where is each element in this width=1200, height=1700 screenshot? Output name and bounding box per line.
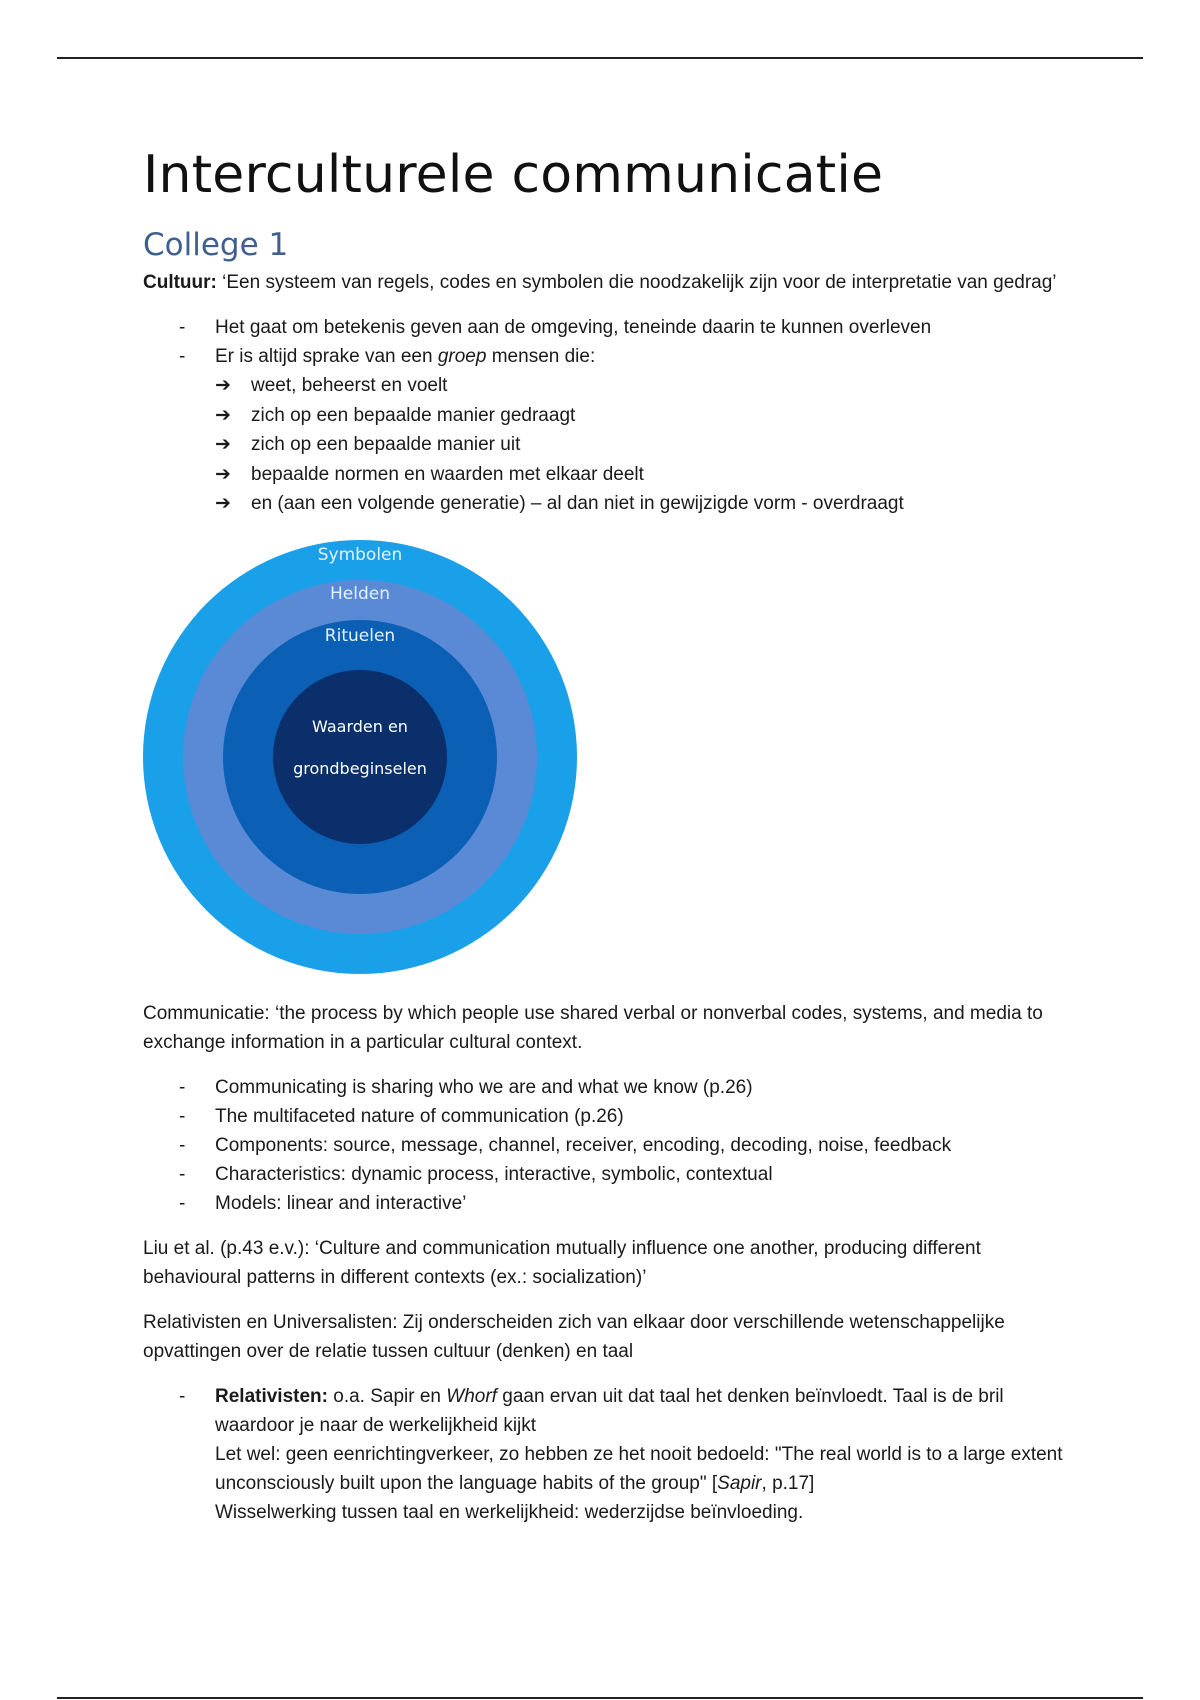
emphasis: Sapir [717,1472,762,1494]
arrow-icon: ➔ [215,463,231,485]
list-item-text: Characteristics: dynamic process, interactive, symbolic, contextual [215,1163,773,1185]
list-item [179,1073,1063,1102]
dash-bullet: - [179,1163,186,1185]
list-item-text: Let wel: geen eenrichtingverkeer, zo hebben ze het nooit bedoeld: "The real world is to a large extent unconsciously built upon the language habits of the group" [ [215,1443,1063,1494]
arrow-item [215,371,1063,401]
layer-label-symbolen: Symbolen [317,544,403,565]
list-item-text: Er is altijd sprake van een [215,346,438,367]
list-item [179,1102,1063,1131]
cultuur-definition-text: ‘Een systeem van regels, codes en symbolen die noodzakelijk zijn voor de interpretatie van gedrag’ [216,272,1057,293]
arrow-item [215,460,1063,490]
cultuur-list [143,313,1063,519]
dash-bullet: - [179,1105,186,1127]
waarden-core [273,670,447,844]
list-item [179,1189,1063,1218]
dash-bullet: - [179,346,186,367]
list-item-text: o.a. Sapir en [327,1385,447,1407]
document-page [143,138,1063,1527]
liu-quote: Liu et al. (p.43 e.v.): ‘Culture and communication mutually influence one another, producing different behavioural patterns in different contexts (ex.: socialization)’ [143,1237,981,1288]
header-rule [57,57,1143,59]
emphasis: groep [437,346,487,367]
list-item-text: gaan ervan uit dat taal het denken beïnvloedt. Taal is de bril waardoor je naar de werkelijkheid kijkt [215,1385,1004,1436]
list-item [179,313,1063,342]
list-item-text: , p.17] [761,1472,815,1494]
relativisten-term: Relativisten: [215,1385,328,1407]
cultuur-definition [143,268,1063,297]
list-item [179,342,1063,519]
communicatie-definition: Communicatie: ‘the process by which people use shared verbal or nonverbal codes, systems, and media to exchange information in a particular cultural context. [143,1002,1043,1053]
dash-bullet: - [179,317,186,338]
arrow-icon: ➔ [215,375,231,396]
layer-label-helden: Helden [330,583,390,604]
list-item-text: The multifaceted nature of communication (p.26) [215,1105,624,1127]
arrow-item-text: bepaalde normen en waarden met elkaar deelt [251,463,644,485]
arrow-item [215,489,1063,519]
arrow-item-text: en (aan een volgende generatie) – al dan niet in gewijzigde vorm - overdraagt [251,493,904,514]
list-item-text: Communicating is sharing who we are and what we know (p.26) [215,1076,753,1098]
document-title: Interculturele communicatie [143,145,884,205]
list-item-text: Het gaat om betekenis geven aan de omgeving, teneinde daarin te kunnen overleven [215,317,932,338]
list-item-text: Components: source, message, channel, receiver, encoding, decoding, noise, feedback [215,1134,952,1156]
arrow-item [215,430,1063,460]
layer-label-rituelen: Rituelen [324,625,396,646]
arrow-item-text: zich op een bepaalde manier uit [251,434,521,455]
emphasis: Whorf [446,1385,497,1407]
footer-rule [57,1697,1143,1699]
list-item-text: mensen die: [486,346,596,367]
dash-bullet: - [179,1385,186,1407]
arrow-item-text: weet, beheerst en voelt [251,375,448,396]
arrow-icon: ➔ [215,404,231,426]
dash-bullet: - [179,1134,186,1156]
arrow-list [215,371,1063,519]
dash-bullet: - [179,1192,186,1214]
list-item [179,1131,1063,1160]
list-item-text: Wisselwerking tussen taal en werkelijkheid: wederzijdse beïnvloeding. [215,1501,804,1523]
relativisten-list [143,1382,1063,1527]
communicatie-list [143,1073,1063,1218]
core-label-line1: Waarden en [312,716,408,736]
arrow-item [215,401,1063,431]
arrow-icon: ➔ [215,493,231,514]
onion-diagram [140,537,580,977]
cultuur-term: Cultuur: [143,272,217,293]
arrow-item-text: zich op een bepaalde manier gedraagt [251,404,576,426]
relativisten-intro: Relativisten en Universalisten: Zij onderscheiden zich van elkaar door verschillende wetenschappelijke opvattingen over de relatie tussen cultuur (denken) en taal [143,1311,1005,1362]
list-item-text: Models: linear and interactive’ [215,1192,467,1214]
dash-bullet: - [179,1076,186,1098]
core-label-line2: grondbeginselen [293,758,427,778]
arrow-icon: ➔ [215,434,231,455]
list-item [179,1382,1063,1527]
section-heading: College 1 [143,227,289,263]
list-item [179,1160,1063,1189]
